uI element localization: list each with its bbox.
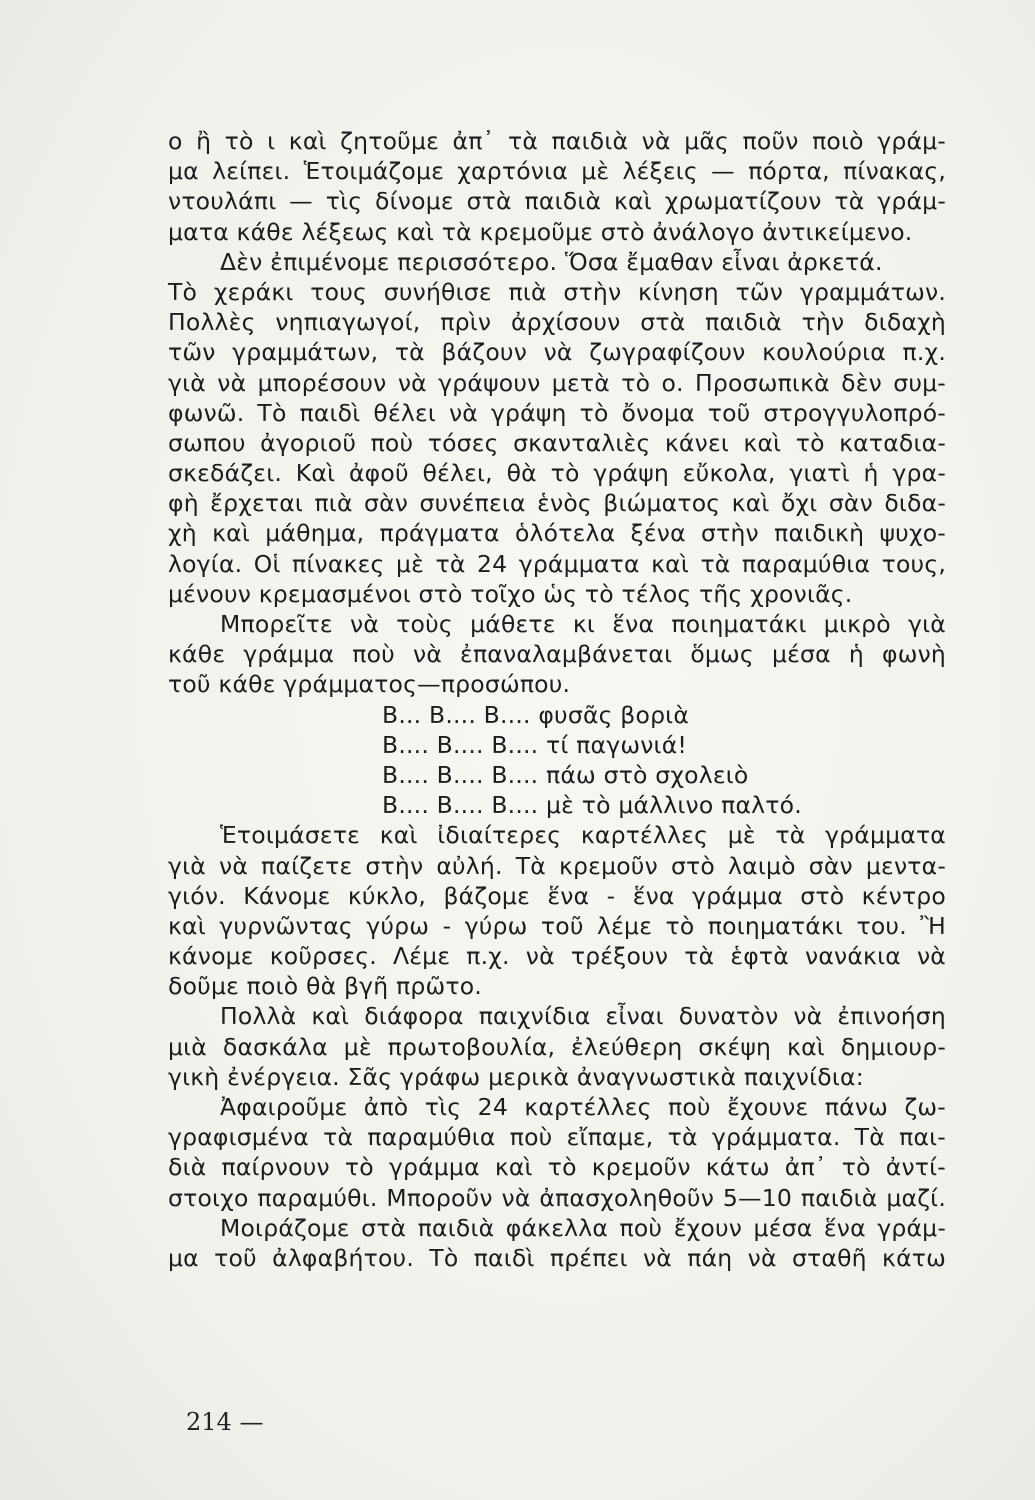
poem bbox=[168, 700, 946, 821]
text-line: φὴ ἔρχεται πιὰ σὰν συνέπεια ἑνὸς βιώματος καὶ ὄχι σὰν διδα- bbox=[168, 489, 946, 518]
text-line: Μοιράζομε στὰ παιδιὰ φάκελλα ποὺ ἔχουν μέσα ἕνα γράμ- bbox=[220, 1213, 946, 1242]
text-line: σωπου ἀγοριοῦ ποὺ τόσες σκανταλιὲς κάνει καὶ τὸ καταδια- bbox=[168, 428, 946, 457]
text-line: κάνομε κοῦρσες. Λέμε π.χ. νὰ τρέξουν τὰ ἑφτὰ νανάκια νὰ bbox=[168, 942, 946, 971]
text-line: ματα κάθε λέξεως καὶ τὰ κρεμοῦμε στὸ ἀνάλογο ἀντικείμενο. bbox=[168, 217, 913, 246]
text-line: ο ἢ τὸ ι καὶ ζητοῦμε ἀπ᾿ τὰ παιδιὰ νὰ μᾶς ποῦν ποιὸ γράμ- bbox=[168, 127, 946, 155]
text-line: Δὲν ἐπιμένομε περισσότερο. Ὅσα ἔμαθαν εἶναι ἀρκετά. bbox=[220, 247, 883, 276]
text-line: μιὰ δασκάλα μὲ πρωτοβουλία, ἐλεύθερη σκέψη καὶ δημιουρ- bbox=[168, 1032, 946, 1061]
poem-line: Β... Β.... Β.... φυσᾶς βοριὰ bbox=[382, 700, 690, 729]
text-line: τῶν γραμμάτων, τὰ βάζουν νὰ ζωγραφίζουν κουλούρια π.χ. bbox=[168, 338, 946, 367]
text-line: μα λείπει. Ἑτοιμάζομε χαρτόνια μὲ λέξεις — πόρτα, πίνακας, bbox=[168, 157, 946, 186]
text-line: γιόν. Κάνομε κύκλο, βάζομε ἕνα - ἕνα γράμμα στὸ κέντρο bbox=[168, 881, 946, 910]
text-line: γιὰ νὰ παίζετε στὴν αὐλή. Τὰ κρεμοῦν στὸ λαιμὸ σὰν μεντα- bbox=[168, 851, 946, 880]
text-line: δοῦμε ποιὸ θὰ βγῆ πρῶτο. bbox=[168, 972, 482, 1001]
text-line: μα τοῦ ἀλφαβήτου. Τὸ παιδὶ πρέπει νὰ πάη νὰ σταθῆ κάτω bbox=[168, 1243, 946, 1272]
text-line: κάθε γράμμα ποὺ νὰ ἐπαναλαμβάνεται ὅμως μέσα ἡ φωνὴ bbox=[168, 640, 946, 669]
text-line: ντουλάπι — τὶς δίνομε στὰ παιδιὰ καὶ χρωματίζουν τὰ γράμ- bbox=[168, 187, 946, 216]
text-line: σκεδάζει. Καὶ ἀφοῦ θέλει, θὰ τὸ γράψη εὔκολα, γιατὶ ἡ γρα- bbox=[168, 459, 946, 488]
page-number: 214 — bbox=[186, 1408, 264, 1436]
text-line: γραφισμένα τὰ παραμύθια ποὺ εἴπαμε, τὰ γράμματα. Τὰ παι- bbox=[168, 1123, 946, 1152]
text-line: λογία. Οἱ πίνακες μὲ τὰ 24 γράμματα καὶ τὰ παραμύθια τους, bbox=[168, 549, 946, 578]
text-line: Τὸ χεράκι τους συνήθισε πιὰ στὴν κίνηση τῶν γραμμάτων. bbox=[168, 277, 946, 306]
body-text bbox=[168, 126, 946, 1273]
text-line: φωνῶ. Τὸ παιδὶ θέλει νὰ γράψη τὸ ὄνομα τοῦ στρογγυλοπρό- bbox=[168, 398, 946, 427]
text-line: στοιχο παραμύθι. Μποροῦν νὰ ἀπασχοληθοῦν 5—10 παιδιὰ μαζί. bbox=[168, 1183, 946, 1212]
text-line: γιὰ νὰ μπορέσουν νὰ γράψουν μετὰ τὸ ο. Προσωπικὰ δὲν συμ- bbox=[168, 368, 946, 397]
text-line: χὴ καὶ μάθημα, πράγματα ὁλότελα ξένα στὴν παιδικὴ ψυχο- bbox=[168, 519, 946, 548]
text-line: καὶ γυρνῶντας γύρω - γύρω τοῦ λέμε τὸ ποιηματάκι του. Ἢ bbox=[168, 911, 946, 940]
text-line: Ἑτοιμάσετε καὶ ἰδιαίτερες καρτέλλες μὲ τὰ γράμματα bbox=[220, 821, 946, 850]
poem-line: Β.... Β.... Β.... πάω στὸ σχολειὸ bbox=[382, 760, 749, 789]
text-line: διὰ παίρνουν τὸ γράμμα καὶ τὸ κρεμοῦν κάτω ἀπ᾿ τὸ ἀντί- bbox=[168, 1153, 946, 1182]
text-line: Ἀφαιροῦμε ἀπὸ τὶς 24 καρτέλλες ποὺ ἔχουνε πάνω ζω- bbox=[220, 1093, 946, 1121]
text-line: τοῦ κάθε γράμματος—προσώπου. bbox=[168, 670, 571, 699]
poem-line: Β.... Β.... Β.... μὲ τὸ μάλλινο παλτό. bbox=[382, 791, 802, 820]
text-line: Πολλὰ καὶ διάφορα παιχνίδια εἶναι δυνατὸν νὰ ἐπινοήση bbox=[220, 1002, 946, 1031]
text-line: Πολλὲς νηπιαγωγοί, πρὶν ἀρχίσουν στὰ παιδιὰ τὴν διδαχὴ bbox=[168, 308, 946, 337]
poem-line: Β.... Β.... Β.... τί παγωνιά! bbox=[382, 730, 688, 759]
text-line: γικὴ ἐνέργεια. Σᾶς γράφω μερικὰ ἀναγνωστικὰ παιχνίδια: bbox=[168, 1062, 864, 1091]
text-line: μένουν κρεμασμένοι στὸ τοῖχο ὡς τὸ τέλος τῆς χρονιᾶς. bbox=[168, 579, 853, 608]
text-line: Μπορεῖτε νὰ τοὺς μάθετε κι ἕνα ποιηματάκι μικρὸ γιὰ bbox=[220, 610, 946, 638]
